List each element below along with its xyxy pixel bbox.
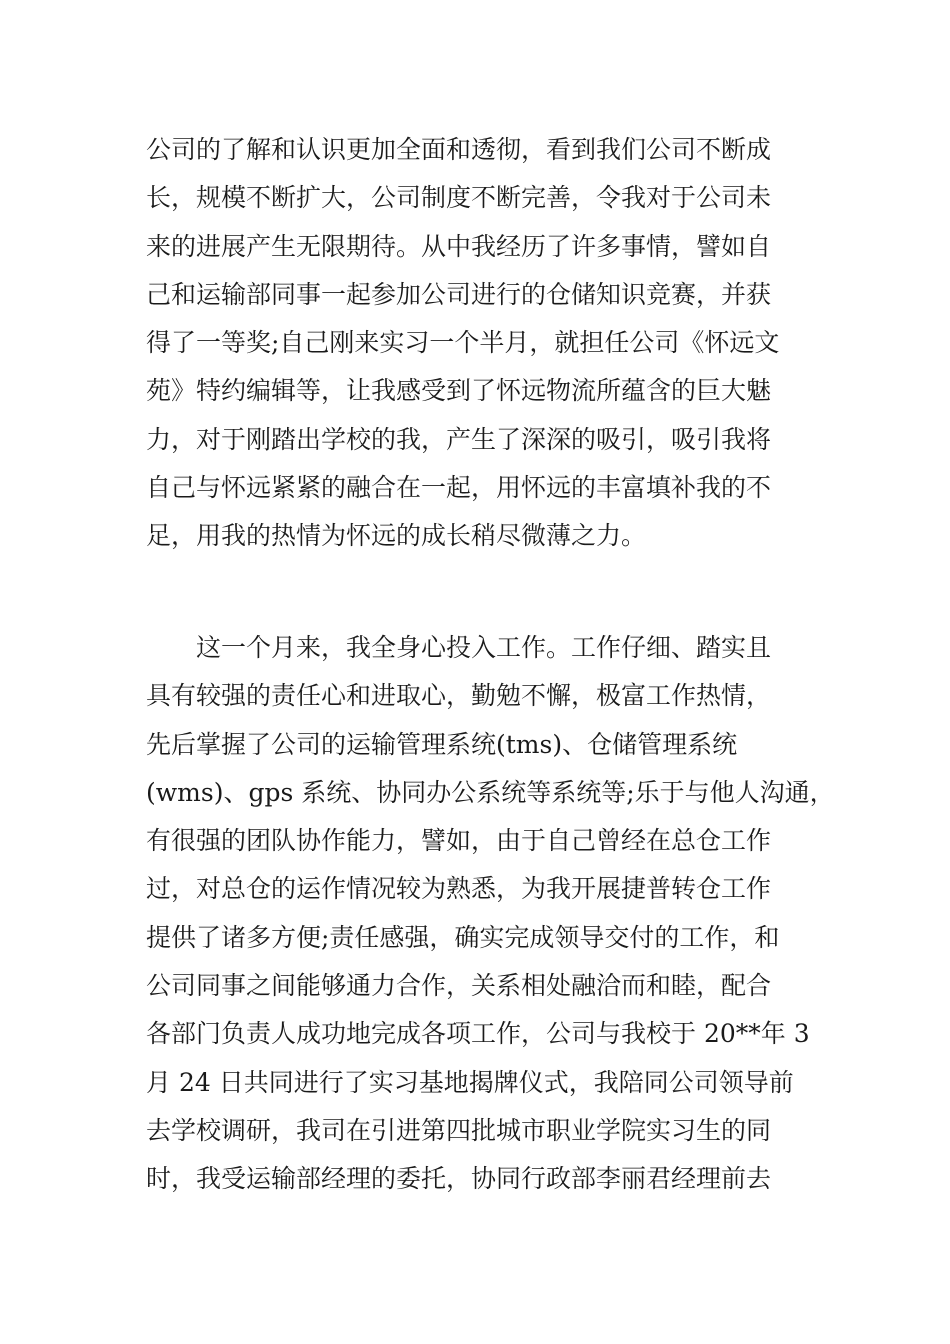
text-line: 来的进展产生无限期待。从中我经历了许多事情，譬如自 (146, 231, 772, 261)
text-line: 这一个月来，我全身心投入工作。工作仔细、踏实且 (146, 633, 772, 662)
text-line: 具有较强的责任心和进取心，勤勉不懈，极富工作热情， (146, 681, 772, 711)
text-line: 足，用我的热情为怀远的成长稍尽微薄之力。 (146, 521, 647, 551)
text-line: 过，对总仓的运作情况较为熟悉，为我开展捷普转仓工作 (146, 874, 772, 904)
paragraph-1 (146, 126, 826, 561)
text-line: 公司的了解和认识更加全面和透彻，看到我们公司不断成 (146, 135, 772, 164)
text-line: 己和运输部同事一起参加公司进行的仓储知识竞赛，并获 (146, 279, 772, 309)
text-line: 有很强的团队协作能力，譬如，由于自己曾经在总仓工作 (146, 826, 772, 856)
text-line: 得了一等奖;自己刚来实习一个半月，就担任公司《怀远文 (146, 328, 780, 358)
text-line: 长，规模不断扩大，公司制度不断完善，令我对于公司未 (146, 183, 772, 213)
text-line: 提供了诸多方便;责任感强，确实完成领导交付的工作，和 (146, 922, 780, 952)
text-line: 公司同事之间能够通力合作，关系相处融洽而和睦，配合 (146, 971, 772, 1001)
text-line: 时，我受运输部经理的委托，协同行政部李丽君经理前去 (146, 1164, 772, 1194)
text-line: 自己与怀远紧紧的融合在一起，用怀远的丰富填补我的不 (146, 473, 772, 503)
text-line: 各部门负责人成功地完成各项工作，公司与我校于 20**年 3 (146, 1019, 810, 1049)
paragraph-2 (146, 624, 835, 1204)
text-line: 去学校调研，我司在引进第四批城市职业学院实习生的同 (146, 1115, 772, 1145)
text-line: 力，对于刚踏出学校的我，产生了深深的吸引，吸引我将 (146, 424, 772, 454)
text-line: 先后掌握了公司的运输管理系统(tms)、仓储管理系统 (146, 729, 738, 759)
text-line: 月 24 日共同进行了实习基地揭牌仪式，我陪同公司领导前 (146, 1067, 794, 1097)
text-line: (wms)、gps 系统、协同办公系统等系统等;乐于与他人沟通， (146, 777, 835, 807)
text-line: 苑》特约编辑等，让我感受到了怀远物流所蕴含的巨大魅 (146, 376, 772, 406)
